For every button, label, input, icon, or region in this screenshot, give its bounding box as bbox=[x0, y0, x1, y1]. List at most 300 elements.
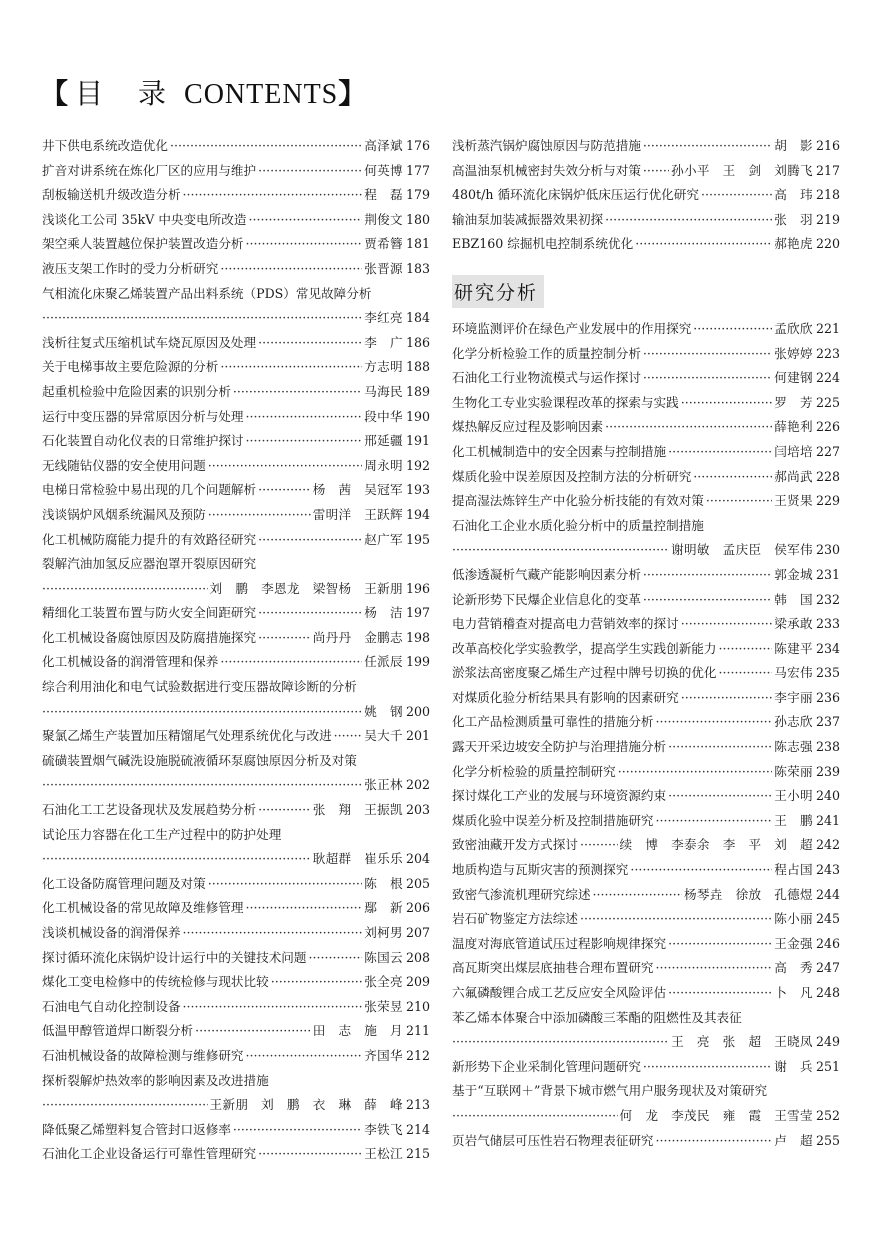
toc-entry[interactable] bbox=[42, 1069, 430, 1094]
toc-entry-authors: 赵广军 bbox=[364, 531, 403, 547]
toc-entry-page-number: 234 bbox=[815, 640, 840, 656]
toc-entry-page-number: 193 bbox=[405, 482, 430, 498]
leader-dots bbox=[208, 503, 311, 528]
toc-entry-title: 架空乘人装置越位保护装置改造分析 bbox=[42, 236, 244, 252]
heading-chinese: 目 录 bbox=[75, 79, 181, 110]
toc-entry-page-number: 248 bbox=[815, 985, 840, 1000]
leader-dots bbox=[246, 429, 363, 454]
toc-entry-authors: 胡 影 bbox=[774, 138, 813, 153]
toc-entry-page-number: 204 bbox=[405, 851, 430, 867]
toc-entry-title: 低渗透凝析气藏产能影响因素分析 bbox=[452, 566, 641, 582]
toc-entry-authors: 尚丹丹 金鹏志 bbox=[312, 629, 403, 645]
toc-entry-authors: 耿超群 崔乐乐 bbox=[312, 851, 403, 867]
toc-entry-page-number: 235 bbox=[815, 665, 840, 681]
toc-entry[interactable] bbox=[42, 995, 430, 1020]
heading-english: CONTENTS bbox=[184, 79, 339, 110]
toc-entry[interactable] bbox=[42, 159, 430, 184]
toc-entry[interactable] bbox=[42, 798, 430, 823]
toc-entry-title: 探讨循环流化床锅炉设计运行中的关键技术问题 bbox=[42, 949, 307, 965]
toc-entry-page-number: 240 bbox=[815, 788, 840, 804]
toc-entry-continuation[interactable] bbox=[42, 700, 430, 725]
toc-entry-authors: 何英博 bbox=[364, 162, 403, 178]
leader-dots bbox=[258, 1142, 362, 1167]
leader-dots bbox=[643, 588, 772, 613]
toc-entry-authors: 闫培培 bbox=[774, 443, 813, 459]
toc-entry[interactable] bbox=[452, 784, 840, 809]
toc-entry-title: 高瓦斯突出煤层底抽巷合理布置研究 bbox=[452, 960, 654, 976]
toc-entry-authors: 郭金城 bbox=[774, 566, 813, 582]
toc-entry[interactable] bbox=[452, 661, 840, 686]
leader-dots bbox=[618, 760, 773, 785]
leader-dots bbox=[706, 489, 772, 514]
toc-entry-page-number: 201 bbox=[405, 728, 430, 744]
toc-entry-page-number: 221 bbox=[815, 320, 840, 336]
toc-entry[interactable] bbox=[452, 883, 840, 908]
toc-entry-page-number: 207 bbox=[405, 925, 430, 940]
toc-entry[interactable] bbox=[42, 724, 430, 749]
leader-dots bbox=[220, 650, 362, 675]
toc-entry-authors: 李红亮 bbox=[364, 310, 403, 326]
toc-entry-title: 石油化工企业设备运行可靠性管理研究 bbox=[42, 1146, 257, 1162]
toc-entry[interactable] bbox=[42, 134, 430, 159]
toc-entry[interactable] bbox=[452, 440, 840, 465]
leader-dots bbox=[605, 415, 772, 440]
toc-entry-continuation[interactable] bbox=[42, 306, 430, 331]
toc-entry-authors: 张正林 bbox=[364, 777, 403, 793]
toc-entry-title: 裂解汽油加氢反应器泡罩开裂原因研究 bbox=[42, 556, 257, 572]
toc-entry-title: 致密气渗流机理研究综述 bbox=[452, 886, 591, 902]
toc-entry-authors: 鄢 新 bbox=[364, 900, 403, 916]
toc-right-bottom-list bbox=[452, 317, 840, 1153]
toc-entry-title: 温度对海底管道试压过程影响规律探究 bbox=[452, 935, 667, 951]
toc-entry-page-number: 255 bbox=[815, 1132, 840, 1148]
toc-entry-page-number: 247 bbox=[815, 960, 840, 976]
toc-entry[interactable] bbox=[42, 749, 430, 774]
toc-entry[interactable] bbox=[452, 710, 840, 735]
toc-entry-title: 井下供电系统改造优化 bbox=[42, 138, 168, 153]
toc-entry-page-number: 214 bbox=[405, 1121, 430, 1137]
leader-dots bbox=[183, 995, 363, 1020]
toc-entry-title: 煤化工变电检修中的传统检修与现状比较 bbox=[42, 974, 269, 990]
toc-entry-page-number: 239 bbox=[815, 763, 840, 779]
leader-dots bbox=[233, 1118, 362, 1143]
toc-entry[interactable] bbox=[42, 232, 430, 257]
toc-entry[interactable] bbox=[452, 391, 840, 416]
toc-entry-authors: 李宇丽 bbox=[774, 689, 813, 705]
toc-entry[interactable] bbox=[42, 1044, 430, 1069]
toc-entry-authors: 贾希簪 bbox=[364, 236, 403, 252]
toc-entry-page-number: 216 bbox=[815, 138, 840, 153]
toc-entry-authors: 何建钢 bbox=[774, 370, 813, 386]
toc-entry-title: 化学分析检验的质量控制研究 bbox=[452, 763, 616, 779]
contents-heading bbox=[40, 72, 367, 112]
toc-entry-title: 页岩气储层可压性岩石物理表征研究 bbox=[452, 1132, 654, 1148]
toc-entry[interactable] bbox=[452, 588, 840, 613]
toc-entry-authors: 任派辰 bbox=[364, 654, 403, 670]
leader-dots bbox=[183, 921, 363, 946]
toc-entry-authors: 周永明 bbox=[364, 457, 403, 473]
leader-dots bbox=[271, 970, 363, 995]
toc-entry-page-number: 198 bbox=[405, 629, 430, 645]
toc-entry-authors: 罗 芳 bbox=[774, 394, 813, 410]
toc-entry[interactable] bbox=[452, 563, 840, 588]
toc-entry[interactable] bbox=[452, 1079, 840, 1104]
leader-dots bbox=[656, 1129, 773, 1154]
toc-entry-title: 论新形势下民爆企业信息化的变革 bbox=[452, 591, 641, 607]
toc-entry[interactable] bbox=[452, 465, 840, 490]
heading-close-bracket: 】 bbox=[338, 79, 368, 110]
toc-entry-page-number: 188 bbox=[405, 359, 430, 375]
leader-dots bbox=[452, 538, 669, 563]
toc-entry-title: 硫磺装置烟气碱洗设施脱硫液循环泵腐蚀原因分析及对策 bbox=[42, 752, 357, 768]
toc-entry-authors: 杨 洁 bbox=[364, 605, 403, 621]
toc-entry[interactable] bbox=[42, 1118, 430, 1143]
toc-entry-title: 化学分析检验工作的质量控制分析 bbox=[452, 345, 641, 361]
leader-dots bbox=[718, 661, 772, 686]
toc-entry[interactable] bbox=[452, 809, 840, 834]
toc-entry[interactable] bbox=[42, 380, 430, 405]
toc-entry[interactable] bbox=[452, 159, 840, 184]
toc-entry-page-number: 233 bbox=[815, 616, 840, 632]
toc-entry-authors: 王金强 bbox=[774, 935, 813, 951]
toc-entry[interactable] bbox=[42, 429, 430, 454]
toc-entry[interactable] bbox=[452, 735, 840, 760]
toc-entry-page-number: 186 bbox=[405, 334, 430, 350]
toc-entry-title: 石油电气自动化控制设备 bbox=[42, 998, 181, 1014]
toc-entry-authors: 王贤果 bbox=[774, 493, 813, 509]
toc-entry[interactable] bbox=[42, 478, 430, 503]
leader-dots bbox=[668, 735, 772, 760]
toc-entry[interactable] bbox=[452, 183, 840, 208]
toc-entry-page-number: 180 bbox=[405, 211, 430, 227]
heading-open-bracket: 【 bbox=[40, 79, 70, 110]
toc-entry[interactable] bbox=[42, 503, 430, 528]
leader-dots bbox=[42, 773, 362, 798]
toc-entry-title: 苯乙烯本体聚合中添加磷酸三苯酯的阻燃性及其表征 bbox=[452, 1009, 742, 1025]
toc-entry-authors: 孙小平 王 剑 刘腾飞 bbox=[671, 162, 813, 178]
toc-entry-page-number: 249 bbox=[815, 1034, 840, 1050]
toc-entry[interactable] bbox=[42, 626, 430, 651]
leader-dots bbox=[246, 896, 363, 921]
leader-dots bbox=[643, 1055, 772, 1080]
toc-entry[interactable] bbox=[452, 317, 840, 342]
toc-right-top-list bbox=[452, 134, 840, 257]
leader-dots bbox=[681, 612, 773, 637]
leader-dots bbox=[718, 637, 772, 662]
toc-entry[interactable] bbox=[42, 331, 430, 356]
toc-entry-page-number: 215 bbox=[405, 1146, 430, 1162]
leader-dots bbox=[258, 528, 362, 553]
leader-dots bbox=[643, 342, 772, 367]
toc-entry-page-number: 184 bbox=[405, 310, 430, 326]
toc-right-column bbox=[452, 134, 840, 1153]
leader-dots bbox=[170, 134, 362, 159]
toc-entry-page-number: 220 bbox=[815, 236, 840, 252]
toc-entry-title: 运行中变压器的异常原因分析与处理 bbox=[42, 408, 244, 424]
leader-dots bbox=[42, 700, 362, 725]
toc-entry[interactable] bbox=[452, 907, 840, 932]
leader-dots bbox=[258, 601, 362, 626]
leader-dots bbox=[668, 440, 772, 465]
toc-entry-page-number: 244 bbox=[815, 886, 840, 902]
toc-entry[interactable] bbox=[42, 208, 430, 233]
toc-entry-title: 淤浆法高密度聚乙烯生产过程中牌号切换的优化 bbox=[452, 665, 717, 681]
toc-entry[interactable] bbox=[452, 1129, 840, 1154]
toc-entry[interactable] bbox=[452, 232, 840, 257]
toc-entry[interactable] bbox=[452, 760, 840, 785]
toc-entry-continuation[interactable] bbox=[452, 1030, 840, 1055]
toc-entry[interactable] bbox=[42, 872, 430, 897]
section-heading-label: 研究分析 bbox=[452, 275, 544, 308]
toc-entry-continuation[interactable] bbox=[42, 773, 430, 798]
toc-entry-authors: 何 龙 李茂民 雍 霞 王雪莹 bbox=[619, 1107, 813, 1123]
toc-entry-page-number: 177 bbox=[405, 162, 430, 178]
toc-entry-page-number: 210 bbox=[405, 998, 430, 1014]
toc-entry-authors: 高泽斌 bbox=[364, 138, 403, 153]
toc-entry-page-number: 208 bbox=[405, 949, 430, 965]
toc-entry[interactable] bbox=[452, 612, 840, 637]
toc-entry-authors: 王新朋 刘 鹏 衣 琳 薛 峰 bbox=[209, 1097, 403, 1113]
leader-dots bbox=[656, 809, 773, 834]
toc-entry-authors: 张晋源 bbox=[364, 260, 403, 276]
toc-entry-page-number: 243 bbox=[815, 862, 840, 878]
toc-entry-title: 气相流化床聚乙烯装置产品出料系统（PDS）常见故障分析 bbox=[42, 285, 372, 301]
toc-entry[interactable] bbox=[42, 601, 430, 626]
toc-entry-authors: 孟欣欣 bbox=[774, 320, 813, 336]
toc-entry-authors: 陈建平 bbox=[774, 640, 813, 656]
toc-entry[interactable] bbox=[452, 858, 840, 883]
toc-entry[interactable] bbox=[42, 552, 430, 577]
toc-entry-page-number: 232 bbox=[815, 591, 840, 607]
toc-entry-title: 环境监测评价在绿色产业发展中的作用探究 bbox=[452, 320, 692, 336]
toc-entry-title: 液压支架工作时的受力分析研究 bbox=[42, 260, 219, 276]
leader-dots bbox=[693, 465, 772, 490]
toc-entry-page-number: 189 bbox=[405, 383, 430, 399]
toc-entry-authors: 吴大千 bbox=[364, 728, 403, 744]
toc-entry-authors: 段中华 bbox=[364, 408, 403, 424]
leader-dots bbox=[643, 134, 772, 159]
toc-entry[interactable] bbox=[452, 686, 840, 711]
toc-entry[interactable] bbox=[452, 134, 840, 159]
toc-entry-authors: 王 鹏 bbox=[774, 812, 813, 828]
toc-entry[interactable] bbox=[452, 514, 840, 539]
toc-entry-title: 关于电梯事故主要危险源的分析 bbox=[42, 359, 219, 375]
toc-entry-title: 浅谈化工公司 35kV 中央变电所改造 bbox=[42, 211, 247, 227]
toc-entry-title: 聚氯乙烯生产装置加压精馏尾气处理系统优化与改进 bbox=[42, 728, 332, 744]
leader-dots bbox=[452, 1104, 618, 1129]
toc-entry[interactable] bbox=[452, 415, 840, 440]
toc-entry-title: 煤热解反应过程及影响因素 bbox=[452, 419, 604, 435]
toc-entry[interactable] bbox=[42, 355, 430, 380]
toc-entry[interactable] bbox=[452, 208, 840, 233]
toc-entry-authors: 高 秀 bbox=[774, 960, 813, 976]
toc-entry[interactable] bbox=[42, 1142, 430, 1167]
toc-entry-page-number: 229 bbox=[815, 493, 840, 509]
toc-entry-page-number: 242 bbox=[815, 837, 840, 853]
leader-dots bbox=[668, 981, 772, 1006]
toc-entry-authors: 杨 茜 吴冠军 bbox=[312, 482, 403, 498]
toc-entry-page-number: 218 bbox=[815, 187, 840, 203]
toc-entry-authors: 谢明敏 孟庆臣 侯军伟 bbox=[671, 542, 813, 558]
toc-entry-page-number: 209 bbox=[405, 974, 430, 990]
toc-entry-authors: 张荣昱 bbox=[364, 998, 403, 1014]
toc-entry-title: 化工机械制造中的安全因素与控制措施 bbox=[452, 443, 667, 459]
toc-entry-authors: 王 亮 张 超 王晓凤 bbox=[671, 1034, 813, 1050]
toc-entry-page-number: 251 bbox=[815, 1058, 840, 1074]
leader-dots bbox=[220, 355, 362, 380]
toc-entry-page-number: 203 bbox=[405, 802, 430, 818]
toc-entry-authors: 刘 鹏 李恩龙 梁智杨 王新朋 bbox=[209, 580, 403, 596]
leader-dots bbox=[681, 391, 773, 416]
toc-entry-page-number: 181 bbox=[405, 236, 430, 252]
toc-entry-authors: 田 志 施 月 bbox=[312, 1023, 403, 1039]
toc-entry-page-number: 236 bbox=[815, 689, 840, 705]
leader-dots bbox=[42, 577, 208, 602]
toc-entry-page-number: 206 bbox=[405, 900, 430, 916]
toc-entry[interactable] bbox=[452, 342, 840, 367]
toc-entry[interactable] bbox=[42, 921, 430, 946]
toc-entry-continuation[interactable] bbox=[42, 577, 430, 602]
toc-entry[interactable] bbox=[42, 257, 430, 282]
toc-entry[interactable] bbox=[452, 1006, 840, 1031]
toc-entry[interactable] bbox=[42, 823, 430, 848]
leader-dots bbox=[580, 907, 772, 932]
toc-entry[interactable] bbox=[42, 282, 430, 307]
toc-entry-authors: 方志明 bbox=[364, 359, 403, 375]
toc-entry[interactable] bbox=[42, 1019, 430, 1044]
toc-entry-title: 致密油藏开发方式探讨 bbox=[452, 837, 578, 853]
toc-entry-page-number: 212 bbox=[405, 1047, 430, 1063]
toc-entry-page-number: 245 bbox=[815, 911, 840, 927]
leader-dots bbox=[643, 159, 669, 184]
toc-entry[interactable] bbox=[42, 650, 430, 675]
toc-entry-page-number: 252 bbox=[815, 1107, 840, 1123]
toc-entry[interactable] bbox=[42, 454, 430, 479]
toc-entry-title: 煤质化验中误差原因及控制方法的分析研究 bbox=[452, 468, 692, 484]
toc-entry-title: 刮板输送机升级改造分析 bbox=[42, 187, 181, 203]
toc-entry[interactable] bbox=[452, 637, 840, 662]
toc-entry-title: EBZ160 综掘机电控制系统优化 bbox=[452, 236, 634, 252]
toc-entry[interactable] bbox=[452, 366, 840, 391]
toc-entry[interactable] bbox=[42, 528, 430, 553]
toc-entry-authors: 韩 国 bbox=[774, 591, 813, 607]
toc-left-column bbox=[42, 134, 430, 1167]
leader-dots bbox=[593, 883, 682, 908]
toc-entry-authors: 程 磊 bbox=[364, 187, 403, 203]
leader-dots bbox=[630, 858, 772, 883]
toc-entry[interactable] bbox=[42, 970, 430, 995]
leader-dots bbox=[208, 454, 363, 479]
toc-entry-title: 化工机械设备腐蚀原因及防腐措施探究 bbox=[42, 629, 257, 645]
toc-entry[interactable] bbox=[452, 489, 840, 514]
toc-entry-title: 地质构造与瓦斯灾害的预测探究 bbox=[452, 862, 629, 878]
leader-dots bbox=[605, 208, 772, 233]
toc-entry-title: 化工机械设备的润滑管理和保养 bbox=[42, 654, 219, 670]
toc-entry-page-number: 231 bbox=[815, 566, 840, 582]
toc-entry-authors: 陈荣丽 bbox=[774, 763, 813, 779]
leader-dots bbox=[42, 1093, 208, 1118]
toc-entry-page-number: 183 bbox=[405, 260, 430, 276]
toc-entry-title: 基于“互联网＋”背景下城市燃气用户服务现状及对策研究 bbox=[452, 1083, 768, 1099]
leader-dots bbox=[668, 784, 772, 809]
leader-dots bbox=[246, 1044, 363, 1069]
toc-entry-authors: 杨琴垚 徐放 孔德煜 bbox=[684, 886, 813, 902]
toc-entry-title: 化工产品检测质量可靠性的措施分析 bbox=[452, 714, 654, 730]
toc-entry[interactable] bbox=[452, 1055, 840, 1080]
toc-entry-authors: 马海民 bbox=[364, 383, 403, 399]
toc-entry-authors: 谢 兵 bbox=[774, 1058, 813, 1074]
toc-entry[interactable] bbox=[42, 675, 430, 700]
toc-entry-page-number: 195 bbox=[405, 531, 430, 547]
toc-entry[interactable] bbox=[42, 183, 430, 208]
toc-entry-title: 化工机械防腐能力提升的有效路径研究 bbox=[42, 531, 257, 547]
toc-entry-page-number: 176 bbox=[405, 138, 430, 153]
toc-entry-title: 新形势下企业采制化管理问题研究 bbox=[452, 1058, 641, 1074]
toc-entry-page-number: 179 bbox=[405, 187, 430, 203]
toc-entry-authors: 荆俊文 bbox=[364, 211, 403, 227]
toc-entry-title: 高温油泵机械密封失效分析与对策 bbox=[452, 162, 641, 178]
toc-entry-page-number: 230 bbox=[815, 542, 840, 558]
leader-dots bbox=[258, 798, 311, 823]
toc-entry-authors: 卜 凡 bbox=[774, 985, 813, 1000]
toc-entry-title: 化工机械设备的常见故障及维修管理 bbox=[42, 900, 244, 916]
toc-entry[interactable] bbox=[42, 946, 430, 971]
toc-entry-title: 改革高校化学实验教学，提高学生实践创新能力 bbox=[452, 640, 717, 656]
toc-entry-title: 石化装置自动化仪表的日常维护探讨 bbox=[42, 433, 244, 449]
toc-entry-authors: 李铁飞 bbox=[364, 1121, 403, 1137]
toc-entry[interactable] bbox=[42, 405, 430, 430]
leader-dots bbox=[656, 956, 773, 981]
toc-entry-page-number: 225 bbox=[815, 394, 840, 410]
leader-dots bbox=[258, 331, 362, 356]
toc-entry-authors: 张 翔 王振凯 bbox=[312, 802, 403, 818]
toc-entry-page-number: 246 bbox=[815, 935, 840, 951]
toc-entry-title: 精细化工装置布置与防火安全间距研究 bbox=[42, 605, 257, 621]
toc-entry-title: 电力营销稽查对提高电力营销效率的探讨 bbox=[452, 616, 679, 632]
toc-entry-title: 综合利用油化和电气试验数据进行变压器故障诊断的分析 bbox=[42, 679, 357, 695]
toc-entry[interactable] bbox=[452, 956, 840, 981]
toc-entry-page-number: 191 bbox=[405, 433, 430, 449]
toc-entry[interactable] bbox=[42, 896, 430, 921]
leader-dots bbox=[258, 159, 362, 184]
toc-entry-authors: 雷明洋 王跃辉 bbox=[312, 506, 403, 522]
toc-entry-page-number: 223 bbox=[815, 345, 840, 361]
toc-entry-title: 试论压力容器在化工生产过程中的防护处理 bbox=[42, 826, 282, 842]
leader-dots bbox=[643, 366, 772, 391]
toc-entry-continuation[interactable] bbox=[452, 1104, 840, 1129]
toc-entry-authors: 梁承敢 bbox=[774, 616, 813, 632]
toc-entry[interactable] bbox=[452, 932, 840, 957]
toc-entry[interactable] bbox=[452, 981, 840, 1006]
toc-entry-page-number: 205 bbox=[405, 875, 430, 891]
toc-entry-page-number: 213 bbox=[405, 1097, 430, 1113]
toc-entry-title: 浅谈机械设备的润滑保养 bbox=[42, 925, 181, 940]
leader-dots bbox=[208, 872, 363, 897]
toc-entry-continuation[interactable] bbox=[42, 847, 430, 872]
leader-dots bbox=[308, 946, 362, 971]
leader-dots bbox=[635, 232, 772, 257]
toc-entry-continuation[interactable] bbox=[42, 1093, 430, 1118]
toc-entry-title: 电梯日常检验中易出现的几个问题解析 bbox=[42, 482, 257, 498]
toc-entry[interactable] bbox=[452, 833, 840, 858]
toc-entry-title: 露天开采边坡安全防护与治理措施分析 bbox=[452, 739, 667, 755]
leader-dots bbox=[183, 183, 363, 208]
toc-entry-page-number: 217 bbox=[815, 162, 840, 178]
toc-entry-authors: 郝尚武 bbox=[774, 468, 813, 484]
toc-entry-continuation[interactable] bbox=[452, 538, 840, 563]
toc-entry-authors: 王小明 bbox=[774, 788, 813, 804]
toc-entry-authors: 程占国 bbox=[774, 862, 813, 878]
